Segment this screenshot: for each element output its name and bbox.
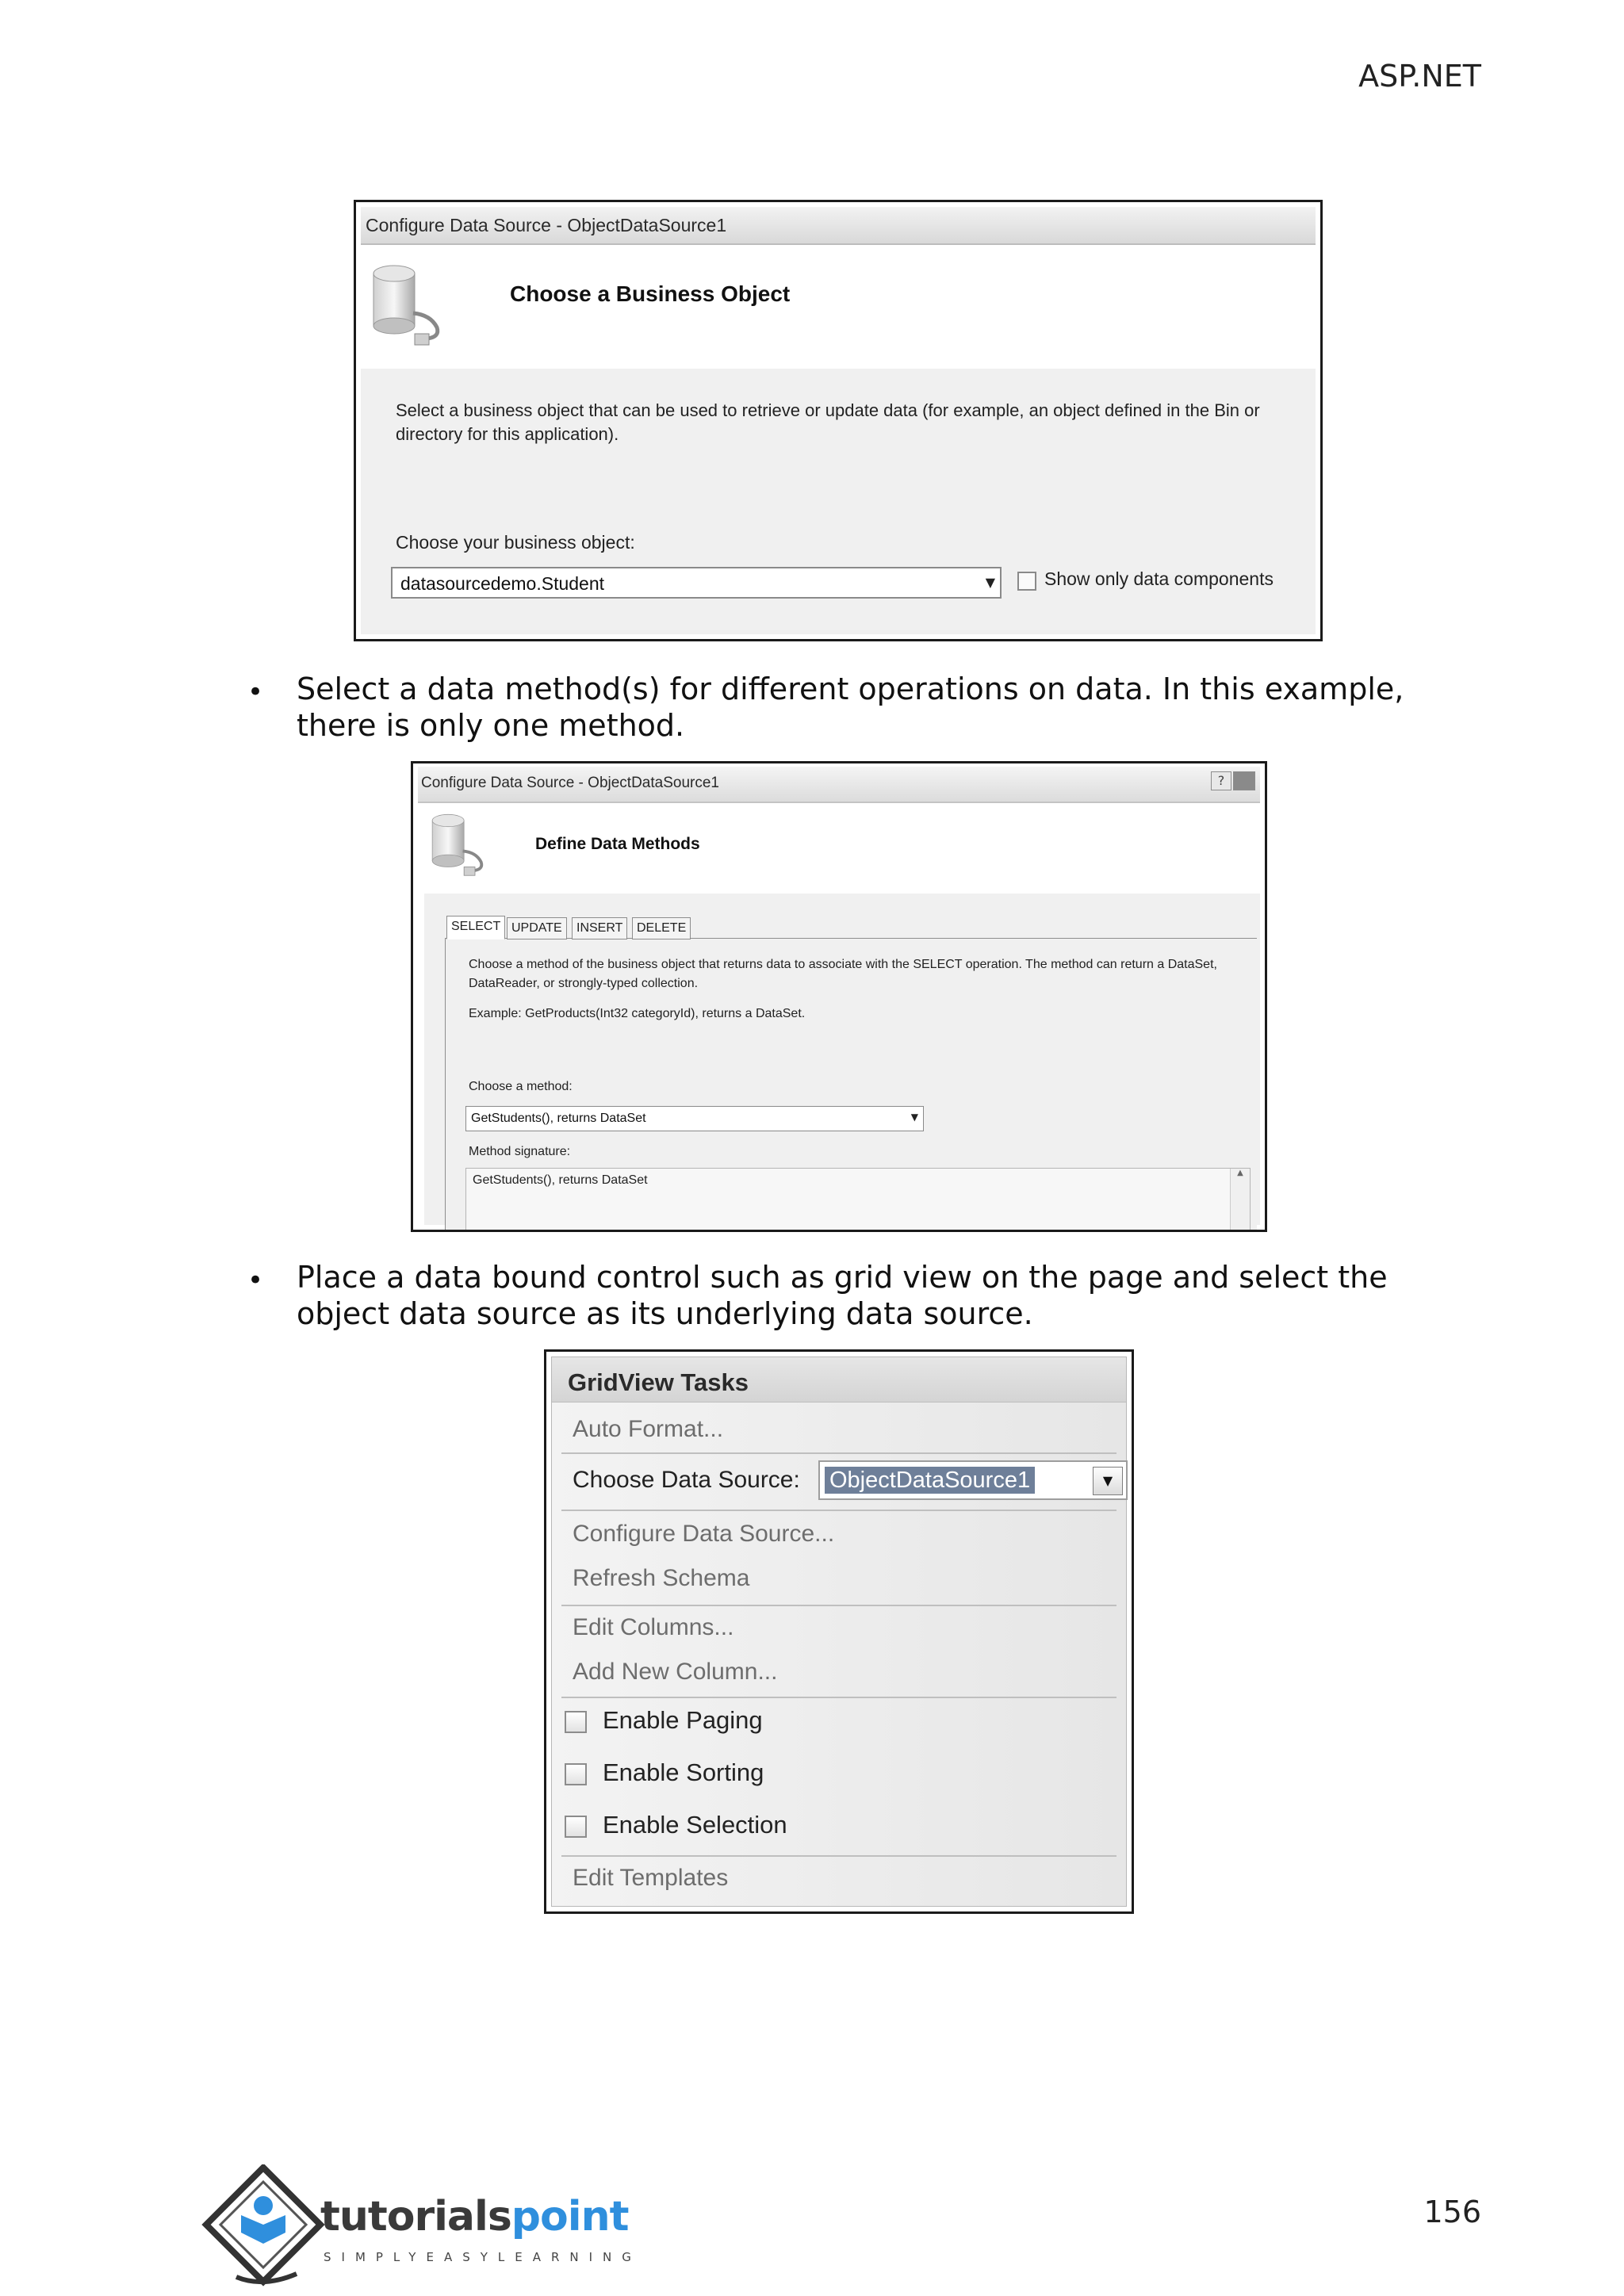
business-object-label: Choose your business object: — [396, 532, 635, 553]
show-only-data-components-label: Show only data components — [1044, 568, 1274, 589]
refresh-schema-link[interactable]: Refresh Schema — [573, 1565, 750, 1591]
window-titlebar — [361, 207, 1316, 245]
logo-tagline: SIMPLYEASYLEARNING — [324, 2250, 642, 2264]
database-icon — [427, 808, 507, 881]
define-data-methods-screenshot — [411, 761, 1267, 1232]
wizard-header — [361, 245, 1316, 369]
page-number: 156 — [1423, 2195, 1481, 2229]
method-signature-label: Method signature: — [469, 1145, 571, 1158]
enable-selection-checkbox[interactable] — [565, 1816, 587, 1838]
tutorialspoint-logo — [201, 2164, 642, 2286]
window-title: Configure Data Source - ObjectDataSource1 — [366, 215, 727, 235]
gridview-tasks-panel — [551, 1357, 1127, 1907]
bullet-text-2: Place a data bound control such as grid view on the page and select the object data source as its underlying data source. — [297, 1260, 1388, 1331]
tab-select[interactable]: SELECT — [446, 916, 505, 939]
panel-titlebar — [552, 1357, 1126, 1402]
gridview-tasks-screenshot — [544, 1349, 1134, 1914]
divider — [561, 1510, 1116, 1511]
edit-templates-link[interactable]: Edit Templates — [573, 1865, 729, 1891]
enable-paging-checkbox[interactable] — [565, 1711, 587, 1733]
edit-columns-link[interactable]: Edit Columns... — [573, 1614, 734, 1640]
method-example: Example: GetProducts(Int32 categoryId), returns a DataSet. — [469, 1007, 806, 1020]
divider — [561, 1855, 1116, 1857]
show-only-data-components-checkbox[interactable] — [1017, 572, 1036, 591]
window-titlebar — [418, 767, 1260, 803]
divider — [561, 1697, 1116, 1698]
wizard-description: Select a business object that can be used to retrieve or update data (for example, an object defined in the Bin or directory for this application). — [396, 400, 1260, 444]
divider — [561, 1605, 1116, 1606]
tab-update[interactable]: UPDATE — [507, 917, 567, 939]
chevron-down-icon: ▼ — [910, 1112, 918, 1123]
auto-format-link[interactable]: Auto Format... — [573, 1416, 724, 1442]
logo-wordmark — [320, 2193, 628, 2241]
scrollbar[interactable]: ▲ — [1230, 1169, 1250, 1230]
add-new-column-link[interactable]: Add New Column... — [573, 1659, 778, 1685]
enable-paging-label: Enable Paging — [603, 1706, 763, 1734]
running-head: ASP.NET — [1358, 59, 1481, 94]
choose-data-source-dropdown[interactable] — [818, 1460, 1128, 1500]
bullet-text-1: Select a data method(s) for different operations on data. In this example, there is only one method. — [297, 672, 1404, 743]
business-object-value: datasourcedemo.Student — [400, 573, 605, 594]
chevron-down-icon[interactable]: ▼ — [1093, 1467, 1123, 1495]
logo-word-point: point — [511, 2193, 629, 2241]
wizard-step-title: Choose a Business Object — [510, 281, 791, 306]
help-button[interactable]: ? — [1211, 771, 1231, 790]
method-signature-box — [465, 1168, 1251, 1231]
choose-method-dropdown[interactable] — [465, 1106, 924, 1131]
window-title: Configure Data Source - ObjectDataSource1 — [421, 775, 719, 791]
configure-data-source-business-object-screenshot — [354, 200, 1323, 641]
choose-data-source-label: Choose Data Source: — [573, 1467, 800, 1493]
bullet-marker: • — [247, 676, 264, 708]
enable-selection-label: Enable Selection — [603, 1811, 787, 1839]
logo-diamond-icon — [201, 2164, 328, 2286]
minimize-button[interactable] — [1233, 771, 1255, 790]
choose-method-label: Choose a method: — [469, 1080, 573, 1093]
chevron-down-icon: ▼ — [985, 575, 995, 590]
method-signature-value: GetStudents(), returns DataSet — [473, 1173, 648, 1187]
logo-word-tutorials: tutorials — [320, 2193, 511, 2241]
configure-data-source-link[interactable]: Configure Data Source... — [573, 1521, 835, 1547]
tab-insert[interactable]: INSERT — [572, 917, 627, 939]
database-icon — [367, 261, 470, 348]
choose-method-value: GetStudents(), returns DataSet — [471, 1112, 646, 1125]
divider — [561, 1452, 1116, 1454]
enable-sorting-label: Enable Sorting — [603, 1758, 764, 1786]
wizard-step-title: Define Data Methods — [535, 835, 700, 853]
enable-sorting-checkbox[interactable] — [565, 1763, 587, 1785]
business-object-dropdown[interactable] — [391, 567, 1002, 599]
bullet-marker: • — [247, 1265, 264, 1296]
method-description: Choose a method of the business object that returns data to associate with the SELECT operation. The method can return a DataSet, DataReader, or strongly-typed collection. — [469, 958, 1217, 990]
choose-data-source-value: ObjectDataSource1 — [825, 1467, 1035, 1494]
tab-delete[interactable]: DELETE — [632, 917, 691, 939]
panel-title: GridView Tasks — [568, 1368, 749, 1396]
